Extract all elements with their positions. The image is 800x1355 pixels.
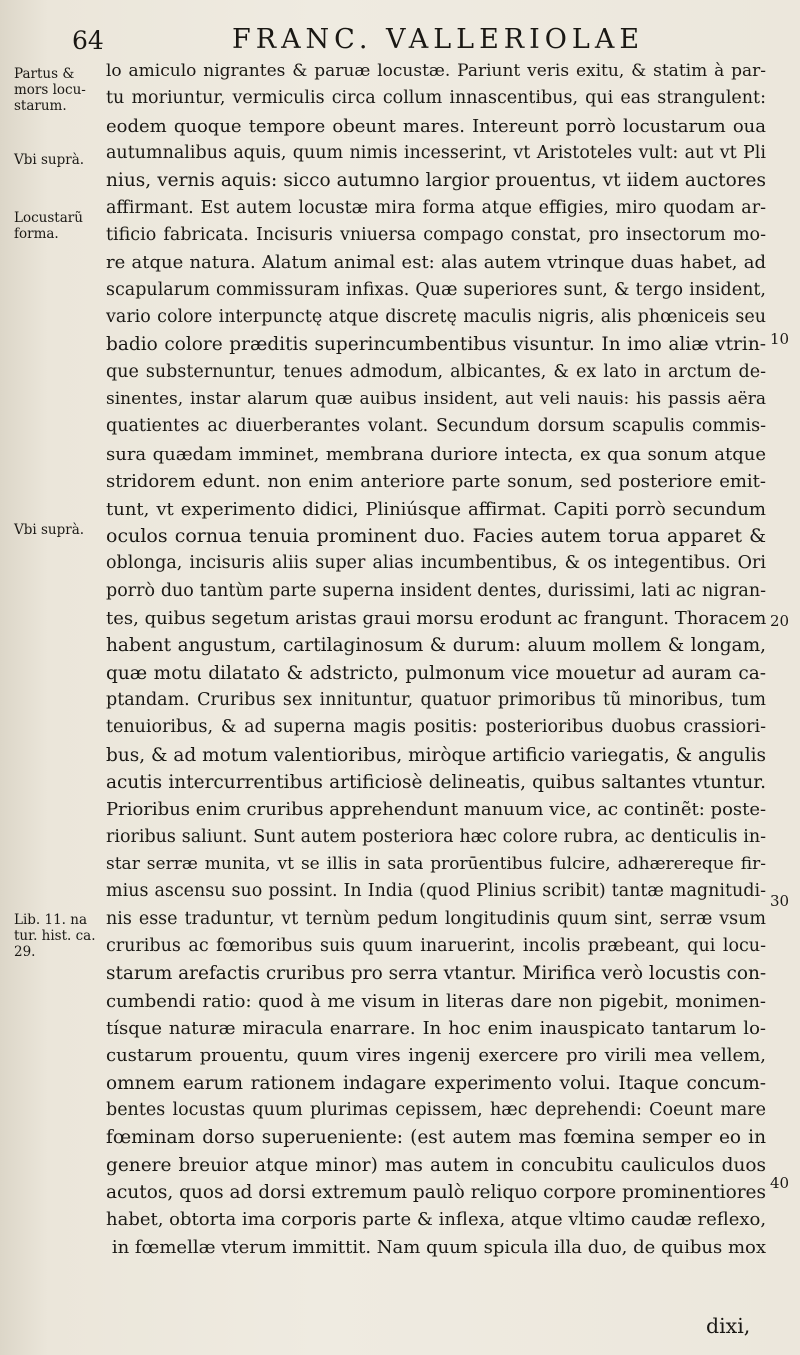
page-number: 64: [72, 26, 104, 55]
text-line: bus, & ad motum valentioribus, miròque artificio variegatis, & angulis: [106, 744, 767, 766]
text-line: rioribus saliunt. Sunt autem posteriora hæc colore rubra, ac denticulis in-: [106, 826, 766, 847]
text-line: habent angustum, cartilaginosum & durum: aluum mollem & longam,: [106, 635, 766, 657]
text-line: sinentes, instar alarum quæ auibus insident, aut veli nauis: his passis aëra: [106, 389, 766, 410]
text-line: acutis intercurrentibus artificiosè delineatis, quibus saltantes vtuntur.: [106, 771, 766, 793]
text-line: acutos, quos ad dorsi extremum paulò reliquo corpore prominentiores: [106, 1182, 766, 1204]
text-line: vario colore interpunctę atque discretę maculis nigris, alis phœniceis seu: [106, 307, 766, 328]
text-line: que substernuntur, tenues admodum, albicantes, & ex lato in arctum de-: [106, 361, 766, 382]
text-line: oculos cornua tenuia prominent duo. Facies autem torua apparet &: [106, 524, 766, 547]
text-line: scapularum commissuram infixas. Quæ superiores sunt, & tergo insident,: [106, 279, 766, 300]
text-line: badio colore præditis superincumbentibus visuntur. In imo aliæ vtrin-: [106, 334, 766, 356]
text-line: fœminam dorso superueniente: (est autem mas fœmina semper eo in: [106, 1127, 766, 1149]
text-line: tu moriuntur, vermiculis circa collum innascentibus, qui eas strangulent:: [106, 88, 766, 109]
line-number-40: 40: [770, 1174, 790, 1192]
text-line: autumnalibus aquis, quum nimis incesserint, vt Aristoteles vult: aut vt Pli: [106, 143, 766, 164]
text-line: in fœmellæ vterum immittit. Nam quum spicula illa duo, de quibus mox: [111, 1236, 766, 1258]
body-text: [106, 58, 766, 1261]
running-head: FRANC. VALLERIOLAE: [232, 24, 645, 55]
text-line: affirmant. Est autem locustæ mira forma atque effigies, miro quodam ar-: [106, 197, 766, 218]
text-line: re atque natura. Alatum animal est: alas autem vtrinque duas habet, ad: [106, 252, 766, 274]
text-line: nius, vernis aquis: sicco autumno largior prouentus, vt iidem auctores: [106, 170, 766, 192]
text-line: porrò duo tantùm parte superna insident dentes, durissimi, lati ac nigran-: [106, 580, 766, 601]
margin-note-partus: Partus & mors locu- starum.: [14, 66, 86, 114]
text-line: star serræ munita, vt se illis in sata prorūentibus fulcire, adhærereque fir-: [106, 853, 766, 874]
text-line: custarum prouentu, quum vires ingenij exercere pro virili mea vellem,: [106, 1045, 766, 1067]
text-line: cruribus ac fœmoribus suis quum inaruerint, incolis præbeant, qui locu-: [106, 936, 766, 956]
text-line: quæ motu dilatato & adstricto, pulmonum vice mouetur ad auram ca-: [106, 662, 766, 684]
text-line: sura quædam imminet, membrana duriore intecta, ex qua sonum atque: [106, 443, 766, 465]
text-line: genere breuior atque minor) mas autem in concubitu cauliculos duos: [106, 1154, 766, 1176]
text-line: omnem earum rationem indagare experimento volui. Itaque concum-: [106, 1072, 766, 1094]
text-line: ptandam. Cruribus sex innituntur, quatuor primoribus tũ minoribus, tum: [106, 689, 766, 710]
catchword: dixi,: [706, 1314, 751, 1338]
text-line: oblonga, incisuris aliis super alias incumbentibus, & os integentibus. Ori: [106, 553, 766, 574]
margin-note-lib-xi: Lib. 11. na tur. hist. ca. 29.: [14, 912, 96, 960]
text-line: tificio fabricata. Incisuris vniuersa compago constat, pro insectorum mo-: [106, 225, 766, 246]
text-line: Prioribus enim cruribus apprehendunt manuum vice, ac continẽt: poste-: [106, 799, 767, 821]
text-line: lo amiculo nigrantes & paruæ locustæ. Pariunt veris exitu, & statim à par-: [106, 61, 766, 81]
text-line: tenuioribus, & ad superna magis positis: posterioribus duobus crassiori-: [106, 717, 766, 738]
margin-note-vbi-supra-1: Vbi suprà.: [14, 152, 85, 168]
margin-note-vbi-supra-2: Vbi suprà.: [14, 522, 85, 538]
text-line: cumbendi ratio: quod à me visum in literas dare non pigebit, monimen-: [106, 990, 766, 1012]
line-number-20: 20: [770, 612, 790, 630]
text-line: tunt, vt experimento didici, Pliniúsque affirmat. Capiti porrò secundum: [106, 498, 766, 520]
text-line: tes, quibus segetum aristas graui morsu erodunt ac frangunt. Thoracem: [106, 607, 767, 629]
text-line: eodem quoque tempore obeunt mares. Intereunt porrò locustarum oua: [106, 115, 766, 137]
text-line: tísque naturæ miracula enarrare. In hoc enim inauspicato tantarum lo-: [106, 1018, 766, 1040]
text-line: nis esse traduntur, vt ternùm pedum longitudinis quum sint, serræ vsum: [106, 908, 766, 929]
text-line: habet, obtorta ima corporis parte & inflexa, atque vltimo caudæ reflexo,: [106, 1209, 767, 1231]
text-line: starum arefactis cruribus pro serra vtantur. Mirifica verò locustis con-: [106, 963, 767, 985]
page-header: [0, 20, 800, 60]
margin-note-forma: Locustarũ forma.: [14, 210, 83, 242]
text-line: stridorem edunt. non enim anteriore parte sonum, sed posteriore emit-: [106, 471, 766, 493]
text-line: quatientes ac diuerberantes volant. Secundum dorsum scapulis commis-: [106, 416, 766, 437]
line-number-10: 10: [770, 330, 790, 348]
text-line: mius ascensu suo possint. In India (quod Plinius scribit) tantæ magnitudi-: [106, 881, 766, 902]
line-number-30: 30: [770, 892, 790, 910]
text-line: bentes locustas quum plurimas cepissem, hæc deprehendi: Coeunt mare: [106, 1100, 766, 1121]
